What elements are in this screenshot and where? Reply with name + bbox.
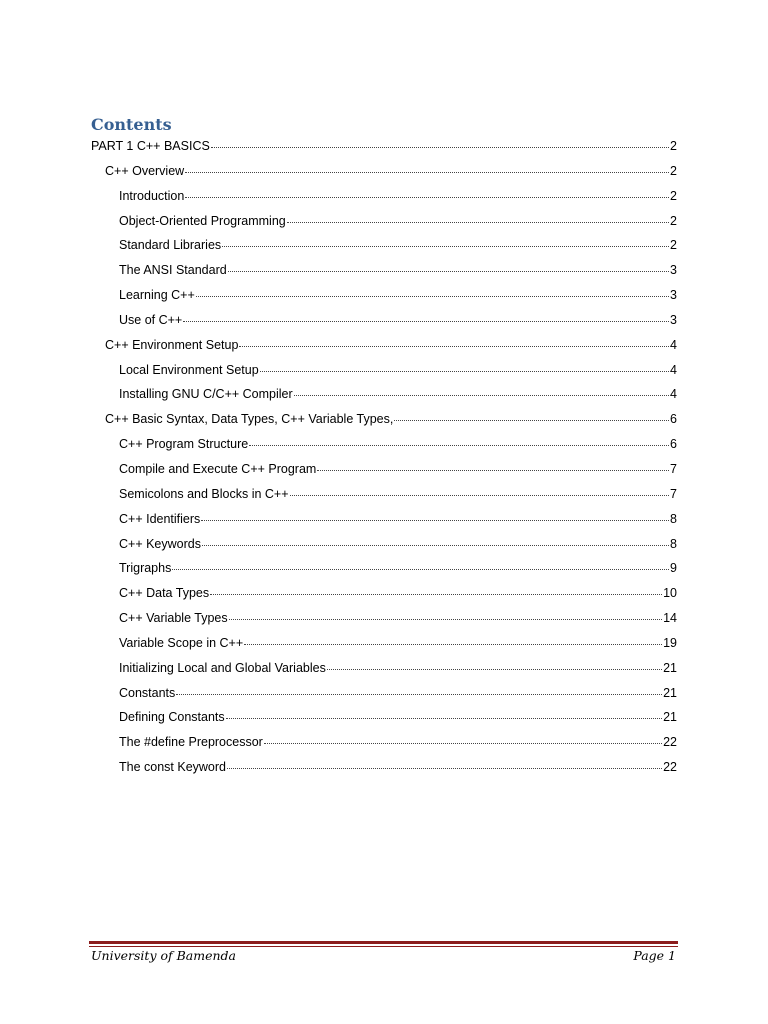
footer-page-number: Page 1 bbox=[633, 948, 676, 963]
dot-leader bbox=[222, 245, 669, 247]
dot-leader bbox=[201, 519, 669, 521]
toc-entry[interactable] bbox=[91, 534, 677, 559]
toc-entry[interactable] bbox=[91, 633, 677, 658]
toc-entry-title: Installing GNU C/C++ Compiler bbox=[119, 387, 293, 402]
dot-leader bbox=[227, 767, 662, 769]
toc-entry[interactable] bbox=[91, 260, 677, 285]
toc-entry-page: 7 bbox=[670, 486, 677, 501]
dot-leader bbox=[287, 221, 669, 223]
toc-entry-page: 4 bbox=[670, 337, 677, 352]
dot-leader bbox=[394, 419, 669, 421]
toc-entry-title: C++ Environment Setup bbox=[105, 337, 239, 352]
toc-entry-title: PART 1 C++ BASICS bbox=[91, 139, 210, 153]
toc-entry-title: Constants bbox=[119, 685, 176, 700]
toc-entry-title: C++ Keywords bbox=[119, 536, 201, 551]
toc-entry[interactable] bbox=[91, 186, 677, 211]
toc-entry[interactable] bbox=[91, 310, 677, 335]
toc-entry-page: 21 bbox=[663, 710, 677, 725]
toc-entry-title: Standard Libraries bbox=[119, 238, 222, 253]
dot-leader bbox=[264, 742, 662, 744]
dot-leader bbox=[244, 643, 662, 645]
toc-entry-title: Variable Scope in C++ bbox=[119, 635, 244, 650]
dot-leader bbox=[172, 568, 669, 570]
toc-entry-page: 2 bbox=[670, 238, 677, 253]
toc-entry[interactable] bbox=[91, 211, 677, 236]
toc-entry-title: The ANSI Standard bbox=[119, 263, 227, 278]
toc-entry-title: Learning C++ bbox=[119, 288, 195, 303]
toc-entry-page: 14 bbox=[663, 611, 677, 626]
toc-entry-page: 21 bbox=[663, 685, 677, 700]
toc-entry-title: Initializing Local and Global Variables bbox=[119, 660, 326, 675]
toc-entry-page: 8 bbox=[670, 511, 677, 526]
toc-entry-title: Compile and Execute C++ Program bbox=[119, 461, 317, 476]
toc-entry-page: 3 bbox=[670, 263, 677, 278]
toc-entry-page: 3 bbox=[670, 312, 677, 327]
toc-entry-page: 6 bbox=[670, 412, 677, 427]
toc-entry-page: 2 bbox=[670, 188, 677, 203]
toc-entry-title: Trigraphs bbox=[119, 561, 172, 576]
toc-entry[interactable] bbox=[91, 658, 677, 683]
toc-list bbox=[91, 136, 677, 782]
dot-leader bbox=[211, 146, 669, 148]
toc-entry-title: C++ Identifiers bbox=[119, 511, 201, 526]
dot-leader bbox=[202, 544, 669, 546]
toc-entry-page: 7 bbox=[670, 461, 677, 476]
toc-entry[interactable] bbox=[91, 683, 677, 708]
toc-entry-page: 4 bbox=[670, 387, 677, 402]
toc-entry-page: 21 bbox=[663, 660, 677, 675]
toc-entry-title: Semicolons and Blocks in C++ bbox=[119, 486, 289, 501]
toc-entry-page: 19 bbox=[663, 635, 677, 650]
toc-entry[interactable] bbox=[91, 707, 677, 732]
toc-entry-title: The const Keyword bbox=[119, 760, 226, 775]
toc-entry[interactable] bbox=[91, 235, 677, 260]
toc-entry[interactable] bbox=[91, 558, 677, 583]
toc-entry-title: The #define Preprocessor bbox=[119, 735, 263, 750]
toc-entry[interactable] bbox=[91, 608, 677, 633]
dot-leader bbox=[185, 171, 669, 173]
toc-entry[interactable] bbox=[91, 434, 677, 459]
toc-entry[interactable] bbox=[91, 384, 677, 409]
toc-entry-page: 22 bbox=[663, 735, 677, 750]
dot-leader bbox=[210, 593, 662, 595]
dot-leader bbox=[226, 717, 662, 719]
toc-entry-title: Use of C++ bbox=[119, 312, 183, 327]
toc-entry-title: C++ Program Structure bbox=[119, 437, 249, 452]
footer-rule-thick bbox=[89, 941, 678, 944]
toc-entry[interactable] bbox=[91, 335, 677, 360]
toc-entry-page: 2 bbox=[670, 139, 677, 153]
toc-entry[interactable] bbox=[91, 509, 677, 534]
dot-leader bbox=[317, 469, 669, 471]
dot-leader bbox=[196, 295, 669, 297]
toc-entry-page: 2 bbox=[670, 163, 677, 178]
toc-entry[interactable] bbox=[91, 360, 677, 385]
toc-entry[interactable] bbox=[91, 757, 677, 782]
toc-entry-title: Object-Oriented Programming bbox=[119, 213, 286, 228]
dot-leader bbox=[229, 618, 662, 620]
toc-entry[interactable] bbox=[91, 583, 677, 608]
dot-leader bbox=[260, 370, 669, 372]
toc-entry-title: Defining Constants bbox=[119, 710, 225, 725]
toc-heading: Contents bbox=[91, 115, 172, 134]
toc-entry-page: 2 bbox=[670, 213, 677, 228]
toc-entry-page: 6 bbox=[670, 437, 677, 452]
toc-entry-title: C++ Data Types bbox=[119, 586, 210, 601]
toc-entry-title: C++ Variable Types bbox=[119, 611, 228, 626]
toc-entry[interactable] bbox=[91, 161, 677, 186]
toc-entry-title: Introduction bbox=[119, 188, 185, 203]
toc-entry[interactable] bbox=[91, 459, 677, 484]
toc-entry-title: Local Environment Setup bbox=[119, 362, 259, 377]
toc-entry-title: C++ Overview bbox=[105, 163, 185, 178]
dot-leader bbox=[185, 196, 669, 198]
dot-leader bbox=[249, 444, 669, 446]
dot-leader bbox=[239, 345, 669, 347]
toc-entry[interactable] bbox=[91, 484, 677, 509]
dot-leader bbox=[183, 320, 669, 322]
toc-entry-page: 8 bbox=[670, 536, 677, 551]
toc-entry-page: 22 bbox=[663, 760, 677, 775]
dot-leader bbox=[176, 693, 662, 695]
dot-leader bbox=[327, 668, 662, 670]
dot-leader bbox=[290, 494, 670, 496]
toc-entry-page: 10 bbox=[663, 586, 677, 601]
toc-entry[interactable] bbox=[91, 732, 677, 757]
dot-leader bbox=[228, 270, 669, 272]
dot-leader bbox=[294, 394, 669, 396]
toc-entry-page: 4 bbox=[670, 362, 677, 377]
footer-institution: University of Bamenda bbox=[91, 948, 237, 963]
toc-entry-title: C++ Basic Syntax, Data Types, C++ Variable Types, bbox=[105, 412, 394, 427]
toc-entry-page: 3 bbox=[670, 288, 677, 303]
footer-rule-thin bbox=[89, 946, 678, 947]
toc-entry[interactable] bbox=[91, 409, 677, 434]
toc-entry-page: 9 bbox=[670, 561, 677, 576]
toc-entry[interactable] bbox=[91, 136, 677, 161]
toc-entry[interactable] bbox=[91, 285, 677, 310]
footer-rule bbox=[89, 941, 678, 947]
